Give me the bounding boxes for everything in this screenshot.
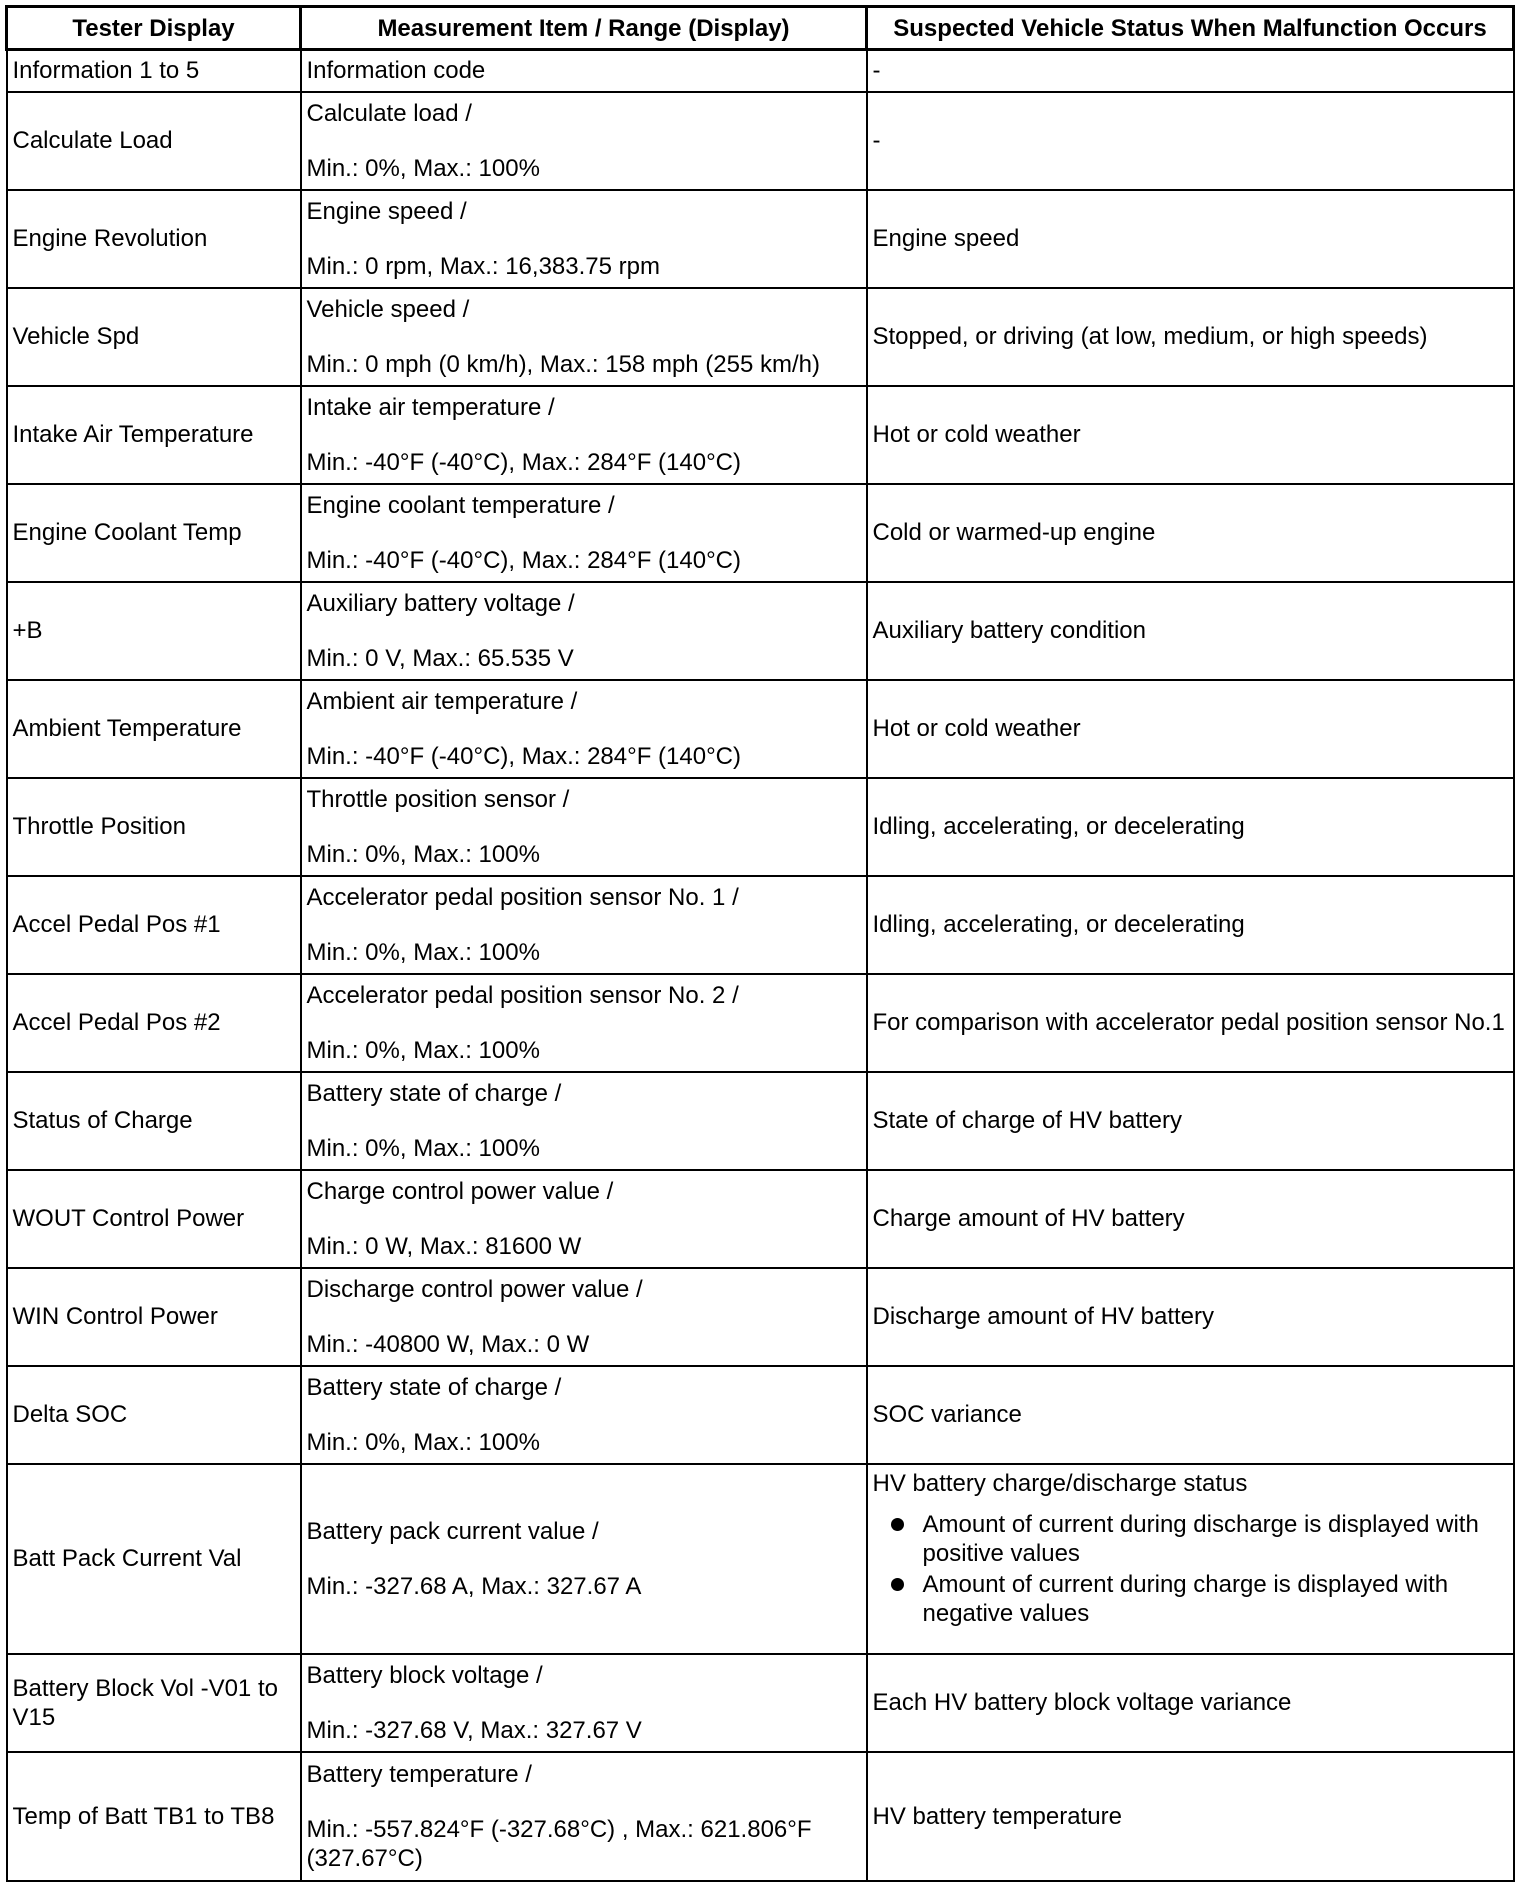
tester-display-cell: WOUT Control Power xyxy=(7,1170,301,1268)
table-row xyxy=(7,386,1514,484)
status-cell: Auxiliary battery condition xyxy=(867,582,1514,680)
tester-display-cell: Status of Charge xyxy=(7,1072,301,1170)
table-header-row xyxy=(7,7,1514,50)
status-cell: Stopped, or driving (at low, medium, or high speeds) xyxy=(867,288,1514,386)
measurement-item: Vehicle speed / xyxy=(306,295,470,323)
measurement-item-cell xyxy=(301,190,867,288)
measurement-item-cell xyxy=(301,484,867,582)
measurement-item-cell xyxy=(301,50,867,92)
measurement-range: Min.: 0 W, Max.: 81600 W xyxy=(306,1232,582,1260)
tester-display-cell: WIN Control Power xyxy=(7,1268,301,1366)
measurement-range: Min.: -557.824°F (-327.68°C) , Max.: 621.806°F (327.67°C) xyxy=(306,1815,812,1872)
measurement-item: Battery pack current value / xyxy=(306,1517,599,1545)
tester-display-cell: Battery Block Vol -V01 to V15 xyxy=(7,1654,301,1752)
measurement-range: Min.: 0 mph (0 km/h), Max.: 158 mph (255 km/h) xyxy=(306,350,821,378)
measurement-item: Ambient air temperature / xyxy=(306,687,578,715)
table-row xyxy=(7,1072,1514,1170)
status-cell: Engine speed xyxy=(867,190,1514,288)
tester-display-cell: Batt Pack Current Val xyxy=(7,1464,301,1654)
measurement-range: Min.: 0%, Max.: 100% xyxy=(306,1036,540,1064)
status-cell: For comparison with accelerator pedal position sensor No.1 xyxy=(867,974,1514,1072)
measurement-item: Discharge control power value / xyxy=(306,1275,643,1303)
measurement-item-cell xyxy=(301,778,867,876)
list-item xyxy=(873,1510,1508,1568)
measurement-item-cell xyxy=(301,1268,867,1366)
status-cell: Cold or warmed-up engine xyxy=(867,484,1514,582)
table-row xyxy=(7,50,1514,92)
status-cell: SOC variance xyxy=(867,1366,1514,1464)
table-row xyxy=(7,1752,1514,1881)
measurement-range: Min.: 0%, Max.: 100% xyxy=(306,1134,540,1162)
measurement-range: Min.: 0%, Max.: 100% xyxy=(306,154,540,182)
measurement-item-cell xyxy=(301,876,867,974)
status-cell: Each HV battery block voltage variance xyxy=(867,1654,1514,1752)
tester-display-cell: Calculate Load xyxy=(7,92,301,190)
tester-display-cell: Accel Pedal Pos #1 xyxy=(7,876,301,974)
measurement-item-cell xyxy=(301,582,867,680)
table-row xyxy=(7,680,1514,778)
tester-display-cell: Vehicle Spd xyxy=(7,288,301,386)
status-cell: HV battery temperature xyxy=(867,1752,1514,1881)
table-row xyxy=(7,1654,1514,1752)
measurement-item: Battery state of charge / xyxy=(306,1079,562,1107)
measurement-range: Min.: 0 rpm, Max.: 16,383.75 rpm xyxy=(306,252,660,280)
measurement-item-cell xyxy=(301,680,867,778)
table-row xyxy=(7,484,1514,582)
measurement-item: Calculate load / xyxy=(306,99,472,127)
measurement-item: Engine speed / xyxy=(306,197,467,225)
data-list-table xyxy=(5,5,1515,1882)
measurement-item: Battery temperature / xyxy=(306,1760,532,1788)
measurement-item: Accelerator pedal position sensor No. 2 / xyxy=(306,981,739,1009)
bullet-dot-icon xyxy=(891,1578,904,1591)
measurement-range: Min.: -40800 W, Max.: 0 W xyxy=(306,1330,590,1358)
header-tester-display: Tester Display xyxy=(7,7,301,50)
tester-display-cell: Delta SOC xyxy=(7,1366,301,1464)
header-suspected-status: Suspected Vehicle Status When Malfunction Occurs xyxy=(867,7,1514,50)
status-cell: Hot or cold weather xyxy=(867,680,1514,778)
bullet-text: Amount of current during charge is displayed with negative values xyxy=(922,1570,1449,1627)
measurement-item: Information code xyxy=(306,57,486,85)
measurement-item-cell xyxy=(301,1072,867,1170)
measurement-item: Engine coolant temperature / xyxy=(306,491,615,519)
tester-display-cell: Throttle Position xyxy=(7,778,301,876)
measurement-item: Battery state of charge / xyxy=(306,1373,562,1401)
list-item xyxy=(873,1570,1508,1628)
status-cell: Charge amount of HV battery xyxy=(867,1170,1514,1268)
table-row xyxy=(7,1268,1514,1366)
table-row xyxy=(7,190,1514,288)
table-row xyxy=(7,288,1514,386)
measurement-item-cell xyxy=(301,288,867,386)
tester-display-cell: Temp of Batt TB1 to TB8 xyxy=(7,1752,301,1881)
tester-display-cell: +B xyxy=(7,582,301,680)
measurement-item-cell xyxy=(301,92,867,190)
table-row xyxy=(7,1366,1514,1464)
tester-display-cell: Engine Revolution xyxy=(7,190,301,288)
measurement-item-cell xyxy=(301,1366,867,1464)
tester-display-cell: Information 1 to 5 xyxy=(7,50,301,92)
measurement-item: Battery block voltage / xyxy=(306,1661,543,1689)
measurement-range: Min.: 0%, Max.: 100% xyxy=(306,840,540,868)
tester-display-cell: Ambient Temperature xyxy=(7,680,301,778)
status-cell: State of charge of HV battery xyxy=(867,1072,1514,1170)
status-cell: Discharge amount of HV battery xyxy=(867,1268,1514,1366)
measurement-range: Min.: 0%, Max.: 100% xyxy=(306,938,540,966)
table-row xyxy=(7,1464,1514,1654)
status-cell: Idling, accelerating, or decelerating xyxy=(867,876,1514,974)
tester-display-cell: Accel Pedal Pos #2 xyxy=(7,974,301,1072)
measurement-item-cell xyxy=(301,1464,867,1654)
measurement-item-cell xyxy=(301,1170,867,1268)
status-cell: Idling, accelerating, or decelerating xyxy=(867,778,1514,876)
tester-display-cell: Intake Air Temperature xyxy=(7,386,301,484)
table-row xyxy=(7,778,1514,876)
measurement-item-cell xyxy=(301,974,867,1072)
table-row xyxy=(7,582,1514,680)
measurement-item-cell xyxy=(301,386,867,484)
measurement-range: Min.: -40°F (-40°C), Max.: 284°F (140°C) xyxy=(306,448,741,476)
data-list-table-container xyxy=(5,5,1515,1882)
table-row xyxy=(7,92,1514,190)
measurement-item: Throttle position sensor / xyxy=(306,785,570,813)
bullet-text: Amount of current during discharge is displayed with positive values xyxy=(922,1510,1479,1567)
status-text: HV battery charge/discharge status xyxy=(872,1469,1248,1497)
table-row xyxy=(7,1170,1514,1268)
measurement-range: Min.: 0 V, Max.: 65.535 V xyxy=(306,644,574,672)
measurement-range: Min.: -40°F (-40°C), Max.: 284°F (140°C) xyxy=(306,742,741,770)
header-measurement-item: Measurement Item / Range (Display) xyxy=(301,7,867,50)
measurement-range: Min.: -327.68 V, Max.: 327.67 V xyxy=(306,1716,642,1744)
tester-display-cell: Engine Coolant Temp xyxy=(7,484,301,582)
bullet-dot-icon xyxy=(891,1518,904,1531)
measurement-item: Accelerator pedal position sensor No. 1 / xyxy=(306,883,739,911)
measurement-item-cell xyxy=(301,1752,867,1881)
status-cell xyxy=(867,1464,1514,1654)
measurement-range: Min.: 0%, Max.: 100% xyxy=(306,1428,540,1456)
status-cell: Hot or cold weather xyxy=(867,386,1514,484)
measurement-item: Charge control power value / xyxy=(306,1177,614,1205)
measurement-item: Auxiliary battery voltage / xyxy=(306,589,575,617)
measurement-item-cell xyxy=(301,1654,867,1752)
status-cell: - xyxy=(867,92,1514,190)
measurement-item: Intake air temperature / xyxy=(306,393,555,421)
measurement-range: Min.: -40°F (-40°C), Max.: 284°F (140°C) xyxy=(306,546,741,574)
table-row xyxy=(7,876,1514,974)
status-cell: - xyxy=(867,50,1514,92)
measurement-range: Min.: -327.68 A, Max.: 327.67 A xyxy=(306,1572,642,1600)
status-bullet-list xyxy=(873,1510,1508,1628)
table-row xyxy=(7,974,1514,1072)
